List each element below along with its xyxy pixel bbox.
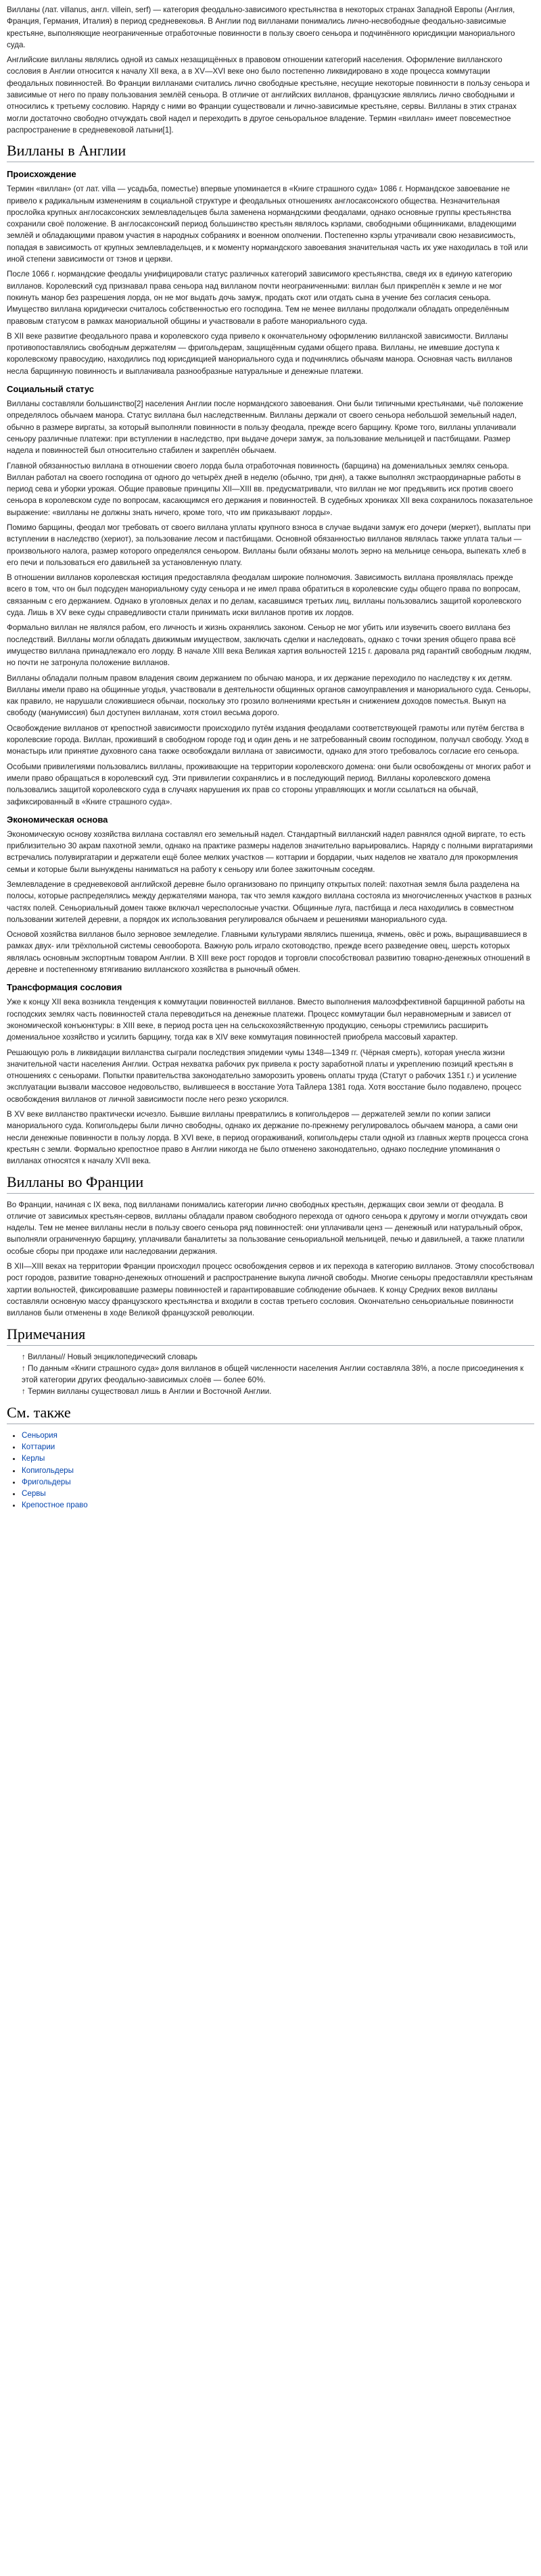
- see-also-item: [22, 1430, 534, 1441]
- paragraph: Главной обязанностью виллана в отношении своего лорда была отработочная повинность (барщина) на домениальных землях сеньора. Виллан работал на своего господина от одного до четырёх дней в неделю (обычно, три дня), а также выполнял экстраординарные работы в период сева и уборки урожая. Общие правовые принципы XII—XIII вв. предусматривали, что виллан не мог предъявить иск против своего сеньора в королевском суде по вопросам, касающимся его держания и повинностей. В судебных хрониках XII века сохранилось показательное выражение: «вилланы не должны знать ничего, кроме того, что им приказывают лорды».: [7, 461, 534, 517]
- paragraph: Во Франции, начиная с IX века, под вилланами понимались категории лично свободных крестьян, держащих свои земли от феодала. В отличие от зависимых крестьян-сервов, вилланы обладали правом свободного перехода от одного сеньора к другому и могли отчуждать свои наделы. Тем не менее вилланы несли в пользу своего сеньора ряд повинностей: они уплачивали ценз — денежный или натуральный оброк, выполняли ограниченную барщину, уплачивали баналитеты за пользование сеньориальной мельницей, печью и давильней, а также платили особые сборы при продаже или наследовании держания.: [7, 1200, 527, 1256]
- see-also-link[interactable]: Копигольдеры: [22, 1465, 74, 1475]
- intro-paragraph: Вилланы (лат. villanus, англ. villein, serf) — категория феодально-зависимого крестьянства в некоторых странах Западной Европы (Англия, Франция, Германия, Италия) в период средневековья. В Англии под вилланами понимались лично-несвободные феодально-зависимые крестьяне, выполняющие неограниченные отработочные повинности в пользу своего сеньора и подчинённого юрисдикции манориального суда.: [7, 5, 515, 49]
- heading-france: Вилланы во Франции: [7, 1173, 534, 1194]
- intro-paragraph: Английские вилланы являлись одной из самых незащищённых в правовом отношении категорий населения. Оформление вилланского сословия в Англии относится к началу XII века, а в XV—XVI веке оно было постепенно ликвидировано в ходе процесса коммутации феодальных повинностей. Во Франции вилланами считались лично свободные крестьяне, несущие некоторые повинности в пользу сеньора и зависимые от него по праву пользования землёй сеньора. В отличие от английских вилланов, французские являлись лично свободными и относились к третьему сословию. Наряду с ними во Франции существовали и лично-зависимые крестьяне, сервы. Вилланы в этих странах могли достаточно свободно отчуждать свой надел и переходить в другое сеньоральное владение. Термин «виллан» имеет повсеместное распространение в средневековой латыни[1].: [7, 55, 530, 135]
- heading-notes: Примечания: [7, 1325, 534, 1346]
- heading-social-status: Социальный статус: [7, 384, 95, 395]
- paragraph: Формально виллан не являлся рабом, его личность и жизнь охранялись законом. Сеньор не мог убить или изувечить своего виллана без последствий. Вилланы могли обладать движимым имуществом, заключать сделки и наследовать, однако с точки зрения общего права всё имущество виллана принадлежало его лорду. В начале XIII века Великая хартия вольностей 1215 г. даровала ряд гарантий свободным людям, но почти не затронула положение вилланов.: [7, 623, 532, 668]
- heading-see-also: См. также: [7, 1403, 534, 1424]
- heading-england: Вилланы в Англии: [7, 141, 534, 162]
- see-also-item: [22, 1453, 534, 1464]
- see-also-item: [22, 1441, 534, 1453]
- reference-item: ↑ По данным «Книги страшного суда» доля вилланов в общей численности населения Англии составляла 38%, а после присоединения к этой категории других феодально-зависимых слоёв — более 60%.: [22, 1363, 524, 1385]
- intro-section: [7, 4, 534, 136]
- paragraph: Землевладение в средневековой английской деревне было организовано по принципу открытых полей: пахотная земля была разделена на полосы, которые распределялись между держателями манора, так что земля каждого виллана состояла из многочисленных участков в разных частях полей. Сеньориальный домен также включал чересполосные участки. Общинные луга, пастбища и леса находились в совместном пользовании жителей деревни, а порядок их использования регулировался обычаем и решениями манориального суда.: [7, 880, 532, 924]
- see-also-link[interactable]: Коттарии: [22, 1442, 55, 1451]
- see-also-link[interactable]: Керлы: [22, 1454, 45, 1463]
- paragraph: Уже к концу XII века возникла тенденция к коммутации повинностей вилланов. Вместо выполнения малоэффективной барщинной работы на господских землях часть повинностей стала переводиться на денежные платежи. Процесс коммутации был неравномерным и зависел от экономической конъюнктуры: в XIII веке, в период роста цен на сельскохозяйственную продукцию, сеньоры стремились расширить домениальное хозяйство и усилить барщину, тогда как в XIV веке коммутация повинностей приобрела массовый характер.: [7, 998, 525, 1042]
- paragraph: В отношении вилланов королевская юстиция предоставляла феодалам широкие полномочия. Зависимость виллана проявлялась прежде всего в том, что он был подсуден манориальному суду сеньора и не имел права обратиться в королевские суды общего права по вопросам, связанным с его держанием. Однако в уголовных делах и по делам, касавшимся третьих лиц, вилланы пользовались защитой королевского суда. Лишь в XV веке суды справедливости стали принимать иски вилланов против их лордов.: [7, 573, 521, 618]
- reference-item: ↑ Термин вилланы существовал лишь в Англии и Восточной Англии.: [22, 1387, 272, 1396]
- references-list: [7, 1351, 534, 1398]
- see-also-link[interactable]: Крепостное право: [22, 1501, 88, 1510]
- paragraph: Решающую роль в ликвидации вилланства сыграли последствия эпидемии чумы 1348—1349 гг. (Чёрная смерть), которая унесла жизни значительной части населения Англии. Острая нехватка рабочих рук привела к росту заработной платы и укреплению позиций крестьян в отношениях с сеньорами. Попытки правительства законодательно заморозить уровень оплаты труда (Статут о рабочих 1351 г.) и усиление эксплуатации вызвали массовое недовольство, вылившееся в восстание Уота Тайлера 1381 года. Хотя восстание было подавлено, процесс освобождения вилланов от личной зависимости после него резко ускорился.: [7, 1048, 522, 1104]
- reference-item: ↑ Вилланы// Новый энциклопедический словарь: [22, 1352, 197, 1361]
- see-also-link[interactable]: Сервы: [22, 1489, 46, 1499]
- heading-origin: Происхождение: [7, 169, 76, 180]
- paragraph: В XII веке развитие феодального права и королевского суда привело к окончательному оформлению вилланской зависимости. Вилланы противопоставлялись свободным держателям — фригольдерам, защищённым судами общего права. Вилланы, не имевшие доступа к королевскому правосудию, находились под юрисдикцией манориального суда и подчинялись обычаям манора. Основная часть вилланов несла барщинную повинность и выплачивала разнообразные натуральные и денежные платежи.: [7, 331, 513, 376]
- paragraph: Освобождение вилланов от крепостной зависимости происходило путём издания феодалами соответствующей грамоты или путём бегства в королевские города. Виллан, проживший в свободном городе год и один день и не затребованный своим господином, получал свободу. Уход в монастырь или принятие духовного сана также освобождали виллана от зависимости, однако для этого требовалось согласие его сеньора.: [7, 723, 529, 756]
- see-also-item: [22, 1465, 534, 1476]
- paragraph: Помимо барщины, феодал мог требовать от своего виллана уплаты крупного взноса в случае выдачи замуж его дочери (меркет), выплаты при вступлении в наследство (хериот), за пользование лесом и пастбищами. Основной обязанностью вилланов являлась также уплата тальи — произвольного налога, размер которого определялся сеньором. Вилланы были обязаны молоть зерно на мельнице сеньора, выпекать хлеб в его печи и пользоваться его давильней за установленную плату.: [7, 523, 531, 567]
- paragraph: В XV веке вилланство практически исчезло. Бывшие вилланы превратились в копигольдеров — держателей земли по копии записи манориального суда. Копигольдеры были лично свободны, однако их держание по-прежнему регулировалось обычаем манора, а сами они несли денежные повинности в пользу лорда. В XVI веке, в период огораживаний, копигольдеры стали одной из главных жертв процесса сгона крестьян с земли. Формально крепостное право в Англии никогда не было отменено законодательно, однако последние упоминания о вилланах относятся к началу XVII века.: [7, 1110, 529, 1166]
- see-also-list: [7, 1430, 534, 1511]
- see-also-link[interactable]: Фригольдеры: [22, 1477, 71, 1486]
- paragraph: Экономическую основу хозяйства виллана составлял его земельный надел. Стандартный вилланский надел равнялся одной виргате, то есть приблизительно 30 акрам пахотной земли, однако на практике размеры наделов значительно варьировались. Наряду с полными виргатариями встречались полувиргатарии и держатели ещё более мелких участков — коттарии и бордарии, чьих наделов не хватало для прокормления семьи и которые были вынуждены наниматься на работу к сеньору или более зажиточным соседям.: [7, 829, 533, 874]
- paragraph: В XII—XIII веках на территории Франции происходил процесс освобождения сервов и их перехода в категорию вилланов. Этому способствовал рост городов, развитие товарно-денежных отношений и распространение выкупа личной свободы. Многие сеньоры предоставляли крестьянам хартии вольностей, фиксировавшие размеры повинностей и гарантировавшие соблюдение обычаев. К концу Средних веков вилланы составляли основную массу французского крестьянства и входили в состав третьего сословия. Окончательно сеньориальные повинности вилланов были отменены в ходе Великой французской революции.: [7, 1262, 534, 1318]
- paragraph: Термин «виллан» (от лат. villa — усадьба, поместье) впервые упоминается в «Книге страшного суда» 1086 г. Нормандское завоевание не привело к радикальным изменениям в социальной структуре и феодальных отношениях англосаксонского общества. Незначительная прослойка крупных англосаксонских землевладельцев была заменена нормандскими феодалами, однако основные группы крестьянства сохранили своё положение. В англосаксонский период большинство крестьян являлось кэрлами, свободными общинниками, владеющими землёй и обладающими правом участия в народных собраниях и военном ополчении. Постепенно кэрлы утрачивали свою независимость, попадая в зависимость от крупных землевладельцев, и к моменту нормандского завоевания значительная часть их уже находилась в той или иной степени зависимости от тэнов и церкви.: [7, 185, 528, 264]
- heading-transformation: Трансформация сословия: [7, 982, 122, 993]
- paragraph: Особыми привилегиями пользовались вилланы, проживающие на территории королевского домена: они были освобождены от многих работ и имели право обращаться в королевский суд. Эти привилегии сохранялись и в последующий период. Вилланы королевского домена пользовались защитой королевского суда в случаях нарушения их прав со стороны управляющих и могли ссылаться на обычай, зафиксированный в «Книге страшного суда».: [7, 762, 531, 806]
- see-also-link[interactable]: Сеньория: [22, 1430, 57, 1440]
- paragraph: Вилланы составляли большинство[2] населения Англии после нормандского завоевания. Они были типичными крестьянами, чьё положение определялось обычаем манора. Статус виллана был наследственным. Вилланы держали от своего сеньора небольшой земельный надел, обычно в размере виргаты, за который выполняли повинности в пользу феодала, прежде всего барщину. Кроме того, вилланы уплачивали сеньору различные платежи: при вступлении в наследство, при выдаче дочери замуж, за пользование мельницей и пастбищами. Размер надела и повинностей был относительно стабилен и закреплён обычаем.: [7, 399, 523, 456]
- see-also-item: [22, 1476, 534, 1488]
- heading-economic-basis: Экономическая основа: [7, 814, 108, 825]
- see-also-item: [22, 1499, 534, 1511]
- see-also-item: [22, 1488, 534, 1499]
- paragraph: После 1066 г. нормандские феодалы унифицировали статус различных категорий зависимого крестьянства, сведя их в единую категорию вилланов. Королевский суд признавал права сеньора над вилланом почти неограниченными: виллан был прикреплён к земле и не мог покинуть манор без разрешения лорда, он не мог выдать дочь замуж, продать скот или отдать сына в учение без согласия сеньора. Имущество виллана юридически считалось собственностью его господина. Тем не менее вилланы продолжали обладать определённым правовым статусом в рамках манориальной общины и участвовали в работе манориального суда.: [7, 270, 513, 326]
- paragraph: Вилланы обладали полным правом владения своим держанием по обычаю манора, и их держание переходило по наследству к их детям. Вилланы имели право на общинные угодья, участвовали в деятельности общинных органов самоуправления и манориального суда. Сеньоры, как правило, не нарушали сложившиеся обычаи, поскольку это грозило волнениями крестьян и снижением доходов поместья. Выкуп на свободу (манумиссия) был доступен вилланам, хотя стоил весьма дорого.: [7, 673, 531, 718]
- paragraph: Основой хозяйства вилланов было зерновое земледелие. Главными культурами являлись пшеница, ячмень, овёс и рожь, выращивавшиеся в рамках двух- или трёхпольной системы севооборота. Важную роль играло скотоводство, прежде всего разведение овец, шерсть которых являлась основным экспортным товаром Англии. В XIII веке рост городов и торговли способствовал развитию товарно-денежных отношений в деревне и постепенному втягиванию вилланского хозяйства в рыночный обмен.: [7, 930, 530, 975]
